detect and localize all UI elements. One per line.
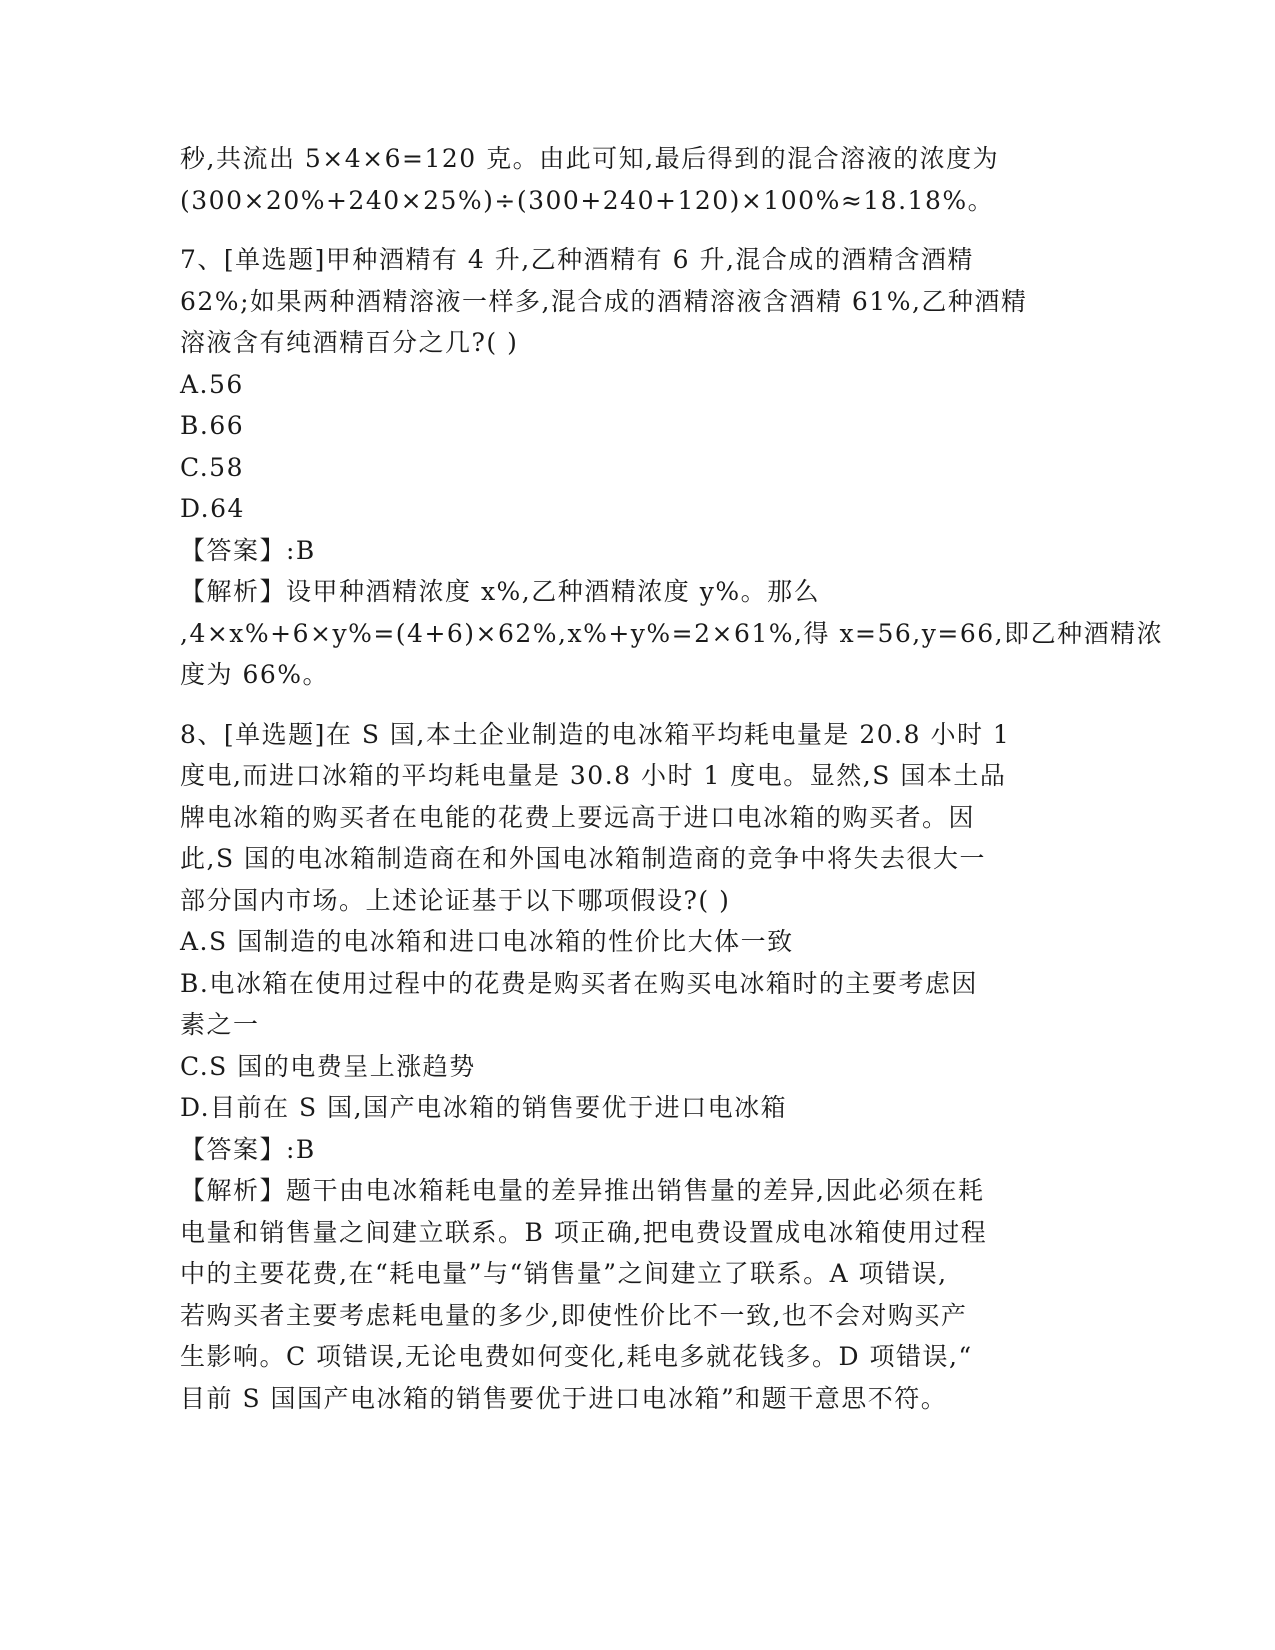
question-7 [180, 239, 1164, 696]
question-8 [180, 714, 1040, 1420]
analysis-line: ,4×x%+6×y%=(4+6)×62%,x%+y%=2×61%,得 x=56,y=66,即乙种酒精浓 [180, 618, 1164, 648]
option-line: 素之一 [180, 1010, 260, 1039]
analysis-line: 中的主要花费,在“耗电量”与“销售量”之间建立了联系。A 项错误, [180, 1259, 948, 1288]
option-line: B.电冰箱在使用过程中的花费是购买者在购买电冰箱时的主要考虑因 [180, 968, 978, 998]
analysis-line: 生影响。C 项错误,无论电费如何变化,耗电多就花钱多。D 项错误,“ [180, 1342, 973, 1371]
answer-line: 【答案】:B [180, 535, 316, 565]
option-line: D.目前在 S 国,国产电冰箱的销售要优于进口电冰箱 [180, 1093, 788, 1122]
analysis-line: 【解析】设甲种酒精浓度 x%,乙种酒精浓度 y%。那么 [180, 577, 821, 606]
analysis-line: 若购买者主要考虑耗电量的多少,即使性价比不一致,也不会对购买产 [180, 1300, 968, 1330]
analysis-line: 电量和销售量之间建立联系。B 项正确,把电费设置成电冰箱使用过程 [180, 1217, 988, 1247]
option-c: C.58 [180, 452, 244, 482]
analysis-line: 度为 66%。 [180, 660, 330, 689]
paragraph-gap [180, 696, 1040, 714]
question-stem-line: 8、[单选题]在 S 国,本土企业制造的电冰箱平均耗电量是 20.8 小时 1 [180, 719, 1011, 749]
analysis-line: 【解析】题干由电冰箱耗电量的差异推出销售量的差异,因此必须在耗 [180, 1176, 985, 1205]
option-a: A.56 [180, 369, 244, 399]
option-line: A.S 国制造的电冰箱和进口电冰箱的性价比大体一致 [180, 927, 794, 956]
paragraph-gap [180, 221, 1040, 239]
analysis-line: 目前 S 国国产电冰箱的销售要优于进口电冰箱”和题干意思不符。 [180, 1383, 948, 1413]
question-stem-line: 7、[单选题]甲种酒精有 4 升,乙种酒精有 6 升,混合成的酒精含酒精 [180, 245, 974, 274]
option-d: D.64 [180, 494, 245, 523]
answer-line: 【答案】:B [180, 1134, 316, 1164]
question-6-explanation-tail [180, 138, 1040, 221]
question-stem-line: 部分国内市场。上述论证基于以下哪项假设?( ) [180, 885, 731, 915]
question-stem-line: 牌电冰箱的购买者在电能的花费上要远高于进口电冰箱的购买者。因 [180, 802, 976, 832]
document-page [180, 138, 1164, 1419]
text-line: (300×20%+240×25%)÷(300+240+120)×100%≈18.18%。 [180, 185, 995, 215]
option-b: B.66 [180, 411, 245, 440]
question-stem-line: 此,S 国的电冰箱制造商在和外国电冰箱制造商的竞争中将失去很大一 [180, 844, 987, 873]
text-line: 秒,共流出 5×4×6=120 克。由此可知,最后得到的混合溶液的浓度为 [180, 144, 1000, 173]
option-line: C.S 国的电费呈上涨趋势 [180, 1051, 476, 1081]
question-stem-line: 度电,而进口冰箱的平均耗电量是 30.8 小时 1 度电。显然,S 国本土品 [180, 761, 1007, 790]
question-stem-line: 62%;如果两种酒精溶液一样多,混合成的酒精溶液含酒精 61%,乙种酒精 [180, 286, 1028, 316]
question-stem-line: 溶液含有纯酒精百分之几?( ) [180, 328, 519, 357]
